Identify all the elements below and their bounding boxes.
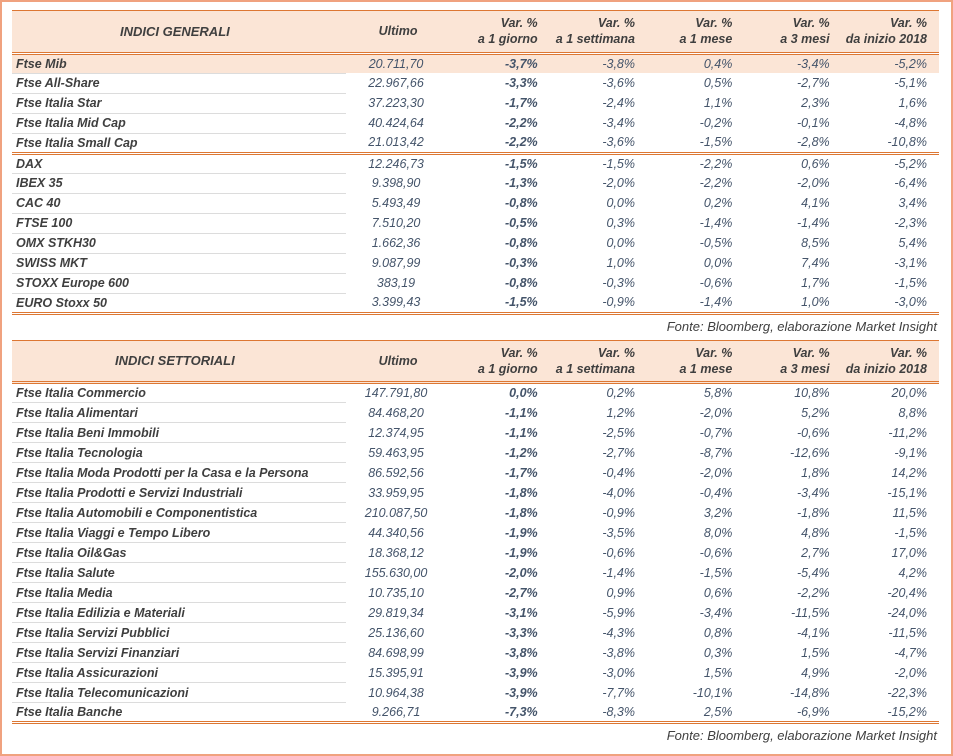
- col-header-line1: Var. %: [597, 16, 635, 30]
- ultimo-value: 86.592,56: [368, 465, 424, 480]
- var-value-1: -3,8%: [550, 53, 647, 73]
- col-header-line2: a 1 giorno: [477, 361, 538, 376]
- var-value-2: -0,6%: [699, 276, 733, 290]
- var-value-1: 0,3%: [606, 216, 635, 230]
- index-name: Ftse Italia Media: [12, 583, 346, 603]
- var-value-4: 1,6%: [898, 96, 927, 110]
- var-value-3: 1,7%: [801, 276, 830, 290]
- var-value-0: -1,9%: [505, 545, 538, 560]
- var-value-3: 4,1%: [801, 196, 830, 210]
- var-value-3: 0,6%: [744, 153, 841, 173]
- var-value-4: -9,1%: [894, 445, 927, 460]
- var-value-4: -5,2%: [842, 53, 939, 73]
- var-value-4: -1,5%: [894, 276, 927, 290]
- var-value-2: 0,2%: [703, 196, 733, 210]
- col-header-line2: da inizio 2018: [845, 361, 927, 376]
- var-value-1: -3,6%: [602, 135, 635, 150]
- index-name: Ftse Italia Tecnologia: [12, 443, 346, 463]
- var-value-4: 8,8%: [898, 405, 927, 420]
- var-value-4: -2,0%: [894, 665, 927, 680]
- table-row: [12, 643, 939, 663]
- index-name: Ftse Italia Servizi Finanziari: [12, 643, 346, 663]
- var-value-0: -1,2%: [505, 445, 538, 460]
- ultimo-value: 84.468,20: [368, 405, 424, 420]
- var-value-2: 0,6%: [703, 585, 733, 600]
- col-header-var-4: [842, 340, 939, 383]
- var-value-2: -8,7%: [699, 445, 733, 460]
- ultimo-value: 59.463,95: [368, 445, 424, 460]
- var-value-1: -0,6%: [602, 545, 635, 560]
- var-value-3: 1,8%: [801, 465, 830, 480]
- var-value-1: -5,9%: [602, 605, 635, 620]
- ultimo-value: 18.368,12: [368, 545, 424, 560]
- var-value-1: -3,4%: [602, 116, 635, 130]
- var-value-1: -0,3%: [602, 276, 635, 290]
- var-value-4: -4,7%: [894, 645, 927, 660]
- var-value-0: -0,3%: [505, 256, 538, 270]
- ultimo-value: 44.340,56: [368, 525, 424, 540]
- var-value-4: -22,3%: [887, 685, 927, 700]
- index-name: Ftse Italia Automobili e Componentistica: [12, 503, 346, 523]
- table-indici-generali: [12, 10, 939, 315]
- ultimo-value: 10.735,10: [368, 585, 424, 600]
- var-value-2: 0,4%: [647, 53, 744, 73]
- data-table: [12, 340, 939, 725]
- var-value-0: -1,7%: [505, 96, 538, 110]
- index-name: IBEX 35: [12, 173, 346, 193]
- var-value-2: 0,0%: [703, 256, 733, 270]
- ultimo-value: 210.087,50: [364, 505, 428, 520]
- var-value-0: -7,3%: [505, 704, 538, 719]
- var-value-1: -0,9%: [602, 505, 635, 520]
- var-value-2: 3,2%: [703, 505, 733, 520]
- var-value-3: -0,1%: [796, 116, 830, 130]
- source-note: Fonte: Bloomberg, elaborazione Market Insight: [666, 318, 937, 334]
- var-value-3: 4,8%: [801, 525, 830, 540]
- var-value-1: -3,5%: [602, 525, 635, 540]
- var-value-2: -0,6%: [699, 545, 733, 560]
- index-name: Ftse Italia Oil&Gas: [12, 543, 346, 563]
- var-value-2: -2,0%: [699, 405, 733, 420]
- table-title: INDICI GENERALI: [12, 11, 346, 54]
- var-value-4: 3,4%: [898, 196, 927, 210]
- table-row: [12, 523, 939, 543]
- source-note: Fonte: Bloomberg, elaborazione Market Insight: [666, 728, 937, 743]
- var-value-2: -1,5%: [699, 135, 733, 150]
- ultimo-value: 22.967,66: [368, 76, 424, 90]
- var-value-0: -1,3%: [505, 176, 538, 190]
- var-value-4: 20,0%: [891, 386, 927, 401]
- table-row: [12, 463, 939, 483]
- var-value-2: -3,4%: [699, 605, 733, 620]
- ultimo-value: 9.266,71: [371, 704, 421, 719]
- var-value-0: -1,7%: [505, 465, 538, 480]
- index-name: Ftse Italia Mid Cap: [12, 113, 346, 133]
- var-value-3: 5,2%: [801, 405, 830, 420]
- var-value-3: -2,2%: [796, 585, 830, 600]
- var-value-4: 17,0%: [891, 545, 927, 560]
- index-name: Ftse Italia Small Cap: [12, 133, 346, 153]
- var-value-0: -3,9%: [505, 685, 538, 700]
- col-header-line1: Var. %: [597, 345, 635, 360]
- index-name: FTSE 100: [12, 213, 346, 233]
- table-row: [12, 233, 939, 253]
- var-value-3: -2,8%: [796, 135, 830, 150]
- table-row: [12, 603, 939, 623]
- var-value-0: -3,7%: [452, 53, 549, 73]
- ultimo-value: 7.510,20: [371, 216, 421, 230]
- var-value-0: -2,0%: [505, 565, 538, 580]
- var-value-0: -1,5%: [452, 153, 549, 173]
- var-value-0: -0,5%: [505, 216, 538, 230]
- var-value-0: -1,8%: [505, 505, 538, 520]
- var-value-1: 0,0%: [606, 196, 635, 210]
- var-value-1: -1,5%: [550, 153, 647, 173]
- var-value-0: -3,8%: [505, 645, 538, 660]
- var-value-3: -14,8%: [790, 685, 830, 700]
- index-name: Ftse Italia Star: [12, 93, 346, 113]
- var-value-3: 8,5%: [801, 236, 830, 250]
- index-name: Ftse Mib: [12, 53, 346, 73]
- index-name: Ftse Italia Banche: [12, 703, 346, 723]
- table-head: [12, 340, 939, 383]
- var-value-1: 0,9%: [606, 585, 635, 600]
- var-value-3: -12,6%: [790, 445, 830, 460]
- index-name: Ftse Italia Viaggi e Tempo Libero: [12, 523, 346, 543]
- header-row: [12, 340, 939, 383]
- var-value-1: -0,4%: [602, 465, 635, 480]
- table-row: [12, 583, 939, 603]
- table-row: [12, 173, 939, 193]
- var-value-3: -1,8%: [796, 505, 830, 520]
- ultimo-value: 15.395,91: [368, 665, 424, 680]
- table-row: [12, 253, 939, 273]
- table-row: [12, 543, 939, 563]
- index-name: Ftse Italia Salute: [12, 563, 346, 583]
- index-name: Ftse Italia Edilizia e Materiali: [12, 603, 346, 623]
- var-value-4: 11,5%: [892, 505, 927, 520]
- var-value-3: 10,8%: [794, 386, 830, 401]
- col-header-line2: a 1 settimana: [555, 361, 635, 376]
- var-value-3: 4,9%: [801, 665, 830, 680]
- table-row: [12, 443, 939, 463]
- var-value-1: 0,2%: [606, 386, 635, 401]
- var-value-3: 1,5%: [801, 645, 830, 660]
- table-body: [12, 53, 939, 313]
- col-header-line2: a 3 mesi: [780, 32, 830, 47]
- ultimo-value: 40.424,64: [368, 116, 424, 130]
- table-row: [12, 703, 939, 723]
- col-header-var-1: [550, 11, 647, 54]
- col-header-line1: Var. %: [889, 345, 927, 360]
- var-value-3: -1,4%: [796, 216, 830, 230]
- table-row: [12, 153, 939, 173]
- ultimo-value: 9.398,90: [371, 176, 421, 190]
- col-header-line2: a 1 mese: [679, 361, 733, 376]
- var-value-4: -11,2%: [888, 425, 927, 440]
- index-name: Ftse Italia Prodotti e Servizi Industriali: [12, 483, 346, 503]
- index-name: OMX STKH30: [12, 233, 346, 253]
- index-name: Ftse Italia Beni Immobili: [12, 423, 346, 443]
- table-head: [12, 11, 939, 54]
- var-value-1: -2,4%: [602, 96, 635, 110]
- var-value-2: -0,2%: [699, 116, 733, 130]
- index-name: Ftse Italia Assicurazioni: [12, 663, 346, 683]
- var-value-3: -5,4%: [796, 565, 830, 580]
- table-row: [12, 73, 939, 93]
- var-value-3: 7,4%: [801, 256, 830, 270]
- table-row: [12, 423, 939, 443]
- col-header-ultimo: Ultimo: [346, 340, 453, 383]
- var-value-1: 0,0%: [606, 236, 635, 250]
- var-value-0: -1,1%: [505, 425, 538, 440]
- table-title: INDICI SETTORIALI: [12, 340, 346, 383]
- col-header-line1: Var. %: [695, 345, 733, 360]
- var-value-0: -1,1%: [505, 405, 538, 420]
- var-value-0: -3,3%: [505, 76, 538, 90]
- index-name: DAX: [12, 153, 346, 173]
- var-value-0: -3,3%: [505, 625, 538, 640]
- table-row: [12, 623, 939, 643]
- var-value-0: -2,2%: [505, 135, 538, 150]
- var-value-0: -1,8%: [505, 485, 538, 500]
- var-value-2: -0,4%: [699, 485, 733, 500]
- var-value-2: -2,2%: [699, 176, 733, 190]
- ultimo-value: 25.136,60: [368, 625, 424, 640]
- var-value-3: -4,1%: [796, 625, 830, 640]
- var-value-0: -1,5%: [505, 295, 538, 310]
- col-header-line1: Var. %: [889, 16, 927, 30]
- table-row: [12, 293, 939, 313]
- var-value-1: -1,4%: [602, 565, 635, 580]
- var-value-1: -0,9%: [602, 295, 635, 310]
- var-value-1: -3,0%: [602, 665, 635, 680]
- index-name: Ftse Italia Commercio: [12, 383, 346, 403]
- var-value-3: 1,0%: [801, 295, 830, 310]
- ultimo-value: 155.630,00: [364, 565, 428, 580]
- index-name: CAC 40: [12, 193, 346, 213]
- var-value-4: -15,2%: [887, 704, 927, 719]
- var-value-0: -2,7%: [505, 585, 538, 600]
- table-row: [12, 273, 939, 293]
- col-header-var-4: [842, 11, 939, 54]
- ultimo-value: 3.399,43: [371, 295, 421, 310]
- var-value-1: 1,2%: [606, 405, 635, 420]
- var-value-1: -2,7%: [602, 445, 635, 460]
- col-header-ultimo: Ultimo: [346, 11, 453, 54]
- table-row: [12, 683, 939, 703]
- var-value-0: -0,8%: [505, 276, 538, 290]
- col-header-var-0: [452, 340, 549, 383]
- var-value-0: -0,8%: [505, 236, 538, 250]
- var-value-2: 2,5%: [703, 704, 733, 719]
- col-header-line2: a 1 settimana: [555, 32, 635, 47]
- ultimo-value: 29.819,34: [368, 605, 424, 620]
- col-header-line1: Var. %: [695, 16, 733, 30]
- col-header-line1: Var. %: [792, 16, 830, 30]
- col-header-line2: a 3 mesi: [780, 361, 830, 376]
- col-header-var-3: [744, 340, 841, 383]
- var-value-2: -2,2%: [647, 153, 744, 173]
- table-body: [12, 383, 939, 723]
- index-name: EURO Stoxx 50: [12, 293, 346, 313]
- index-name: STOXX Europe 600: [12, 273, 346, 293]
- var-value-2: -1,5%: [699, 565, 733, 580]
- var-value-2: -10,1%: [692, 685, 733, 700]
- var-value-1: -4,0%: [602, 485, 635, 500]
- var-value-4: -3,1%: [894, 256, 927, 270]
- col-header-line2: a 1 giorno: [477, 32, 538, 47]
- col-header-line1: Var. %: [792, 345, 830, 360]
- index-name: Ftse Italia Moda Prodotti per la Casa e la Persona: [12, 463, 346, 483]
- var-value-4: -2,3%: [894, 216, 927, 230]
- var-value-3: 2,3%: [801, 96, 830, 110]
- var-value-1: -3,8%: [602, 645, 635, 660]
- var-value-1: 1,0%: [606, 256, 635, 270]
- table-row: [12, 193, 939, 213]
- var-value-4: 4,2%: [898, 565, 927, 580]
- var-value-0: -2,2%: [505, 116, 538, 130]
- col-header-var-2: [647, 11, 744, 54]
- var-value-2: -0,5%: [699, 236, 733, 250]
- ultimo-value: 147.791,80: [364, 386, 428, 401]
- col-header-line1: Var. %: [500, 345, 538, 360]
- ultimo-value: 37.223,30: [368, 96, 424, 110]
- var-value-1: -7,7%: [602, 685, 635, 700]
- var-value-1: -3,6%: [602, 76, 635, 90]
- var-value-3: -2,0%: [796, 176, 830, 190]
- table-row: [12, 403, 939, 423]
- ultimo-value: 10.964,38: [368, 685, 424, 700]
- var-value-4: -15,1%: [887, 485, 927, 500]
- header-row: [12, 11, 939, 54]
- ultimo-value: 12.374,95: [368, 425, 424, 440]
- var-value-0: 0,0%: [509, 386, 538, 401]
- col-header-var-3: [744, 11, 841, 54]
- table-row: [12, 133, 939, 153]
- var-value-3: -3,4%: [796, 485, 830, 500]
- var-value-1: -2,5%: [602, 425, 635, 440]
- var-value-4: -4,8%: [894, 116, 927, 130]
- var-value-2: 0,8%: [703, 625, 733, 640]
- var-value-1: -4,3%: [602, 625, 635, 640]
- table-row: [12, 563, 939, 583]
- var-value-3: -0,6%: [796, 425, 830, 440]
- ultimo-value: 1.662,36: [371, 236, 421, 250]
- var-value-0: -1,9%: [505, 525, 538, 540]
- ultimo-value: 84.698,99: [368, 645, 424, 660]
- ultimo-value: 12.246,73: [346, 153, 453, 173]
- var-value-3: 2,7%: [801, 545, 830, 560]
- var-value-4: -5,2%: [842, 153, 939, 173]
- ultimo-value: 383,19: [376, 276, 416, 290]
- var-value-2: -1,4%: [699, 295, 733, 310]
- var-value-4: -5,1%: [894, 76, 927, 90]
- var-value-2: -0,7%: [699, 425, 733, 440]
- var-value-2: -2,0%: [699, 465, 733, 480]
- ultimo-value: 20.711,70: [346, 53, 453, 73]
- var-value-4: -3,0%: [894, 295, 927, 310]
- var-value-2: 5,8%: [703, 386, 733, 401]
- index-name: Ftse Italia Alimentari: [12, 403, 346, 423]
- var-value-3: -3,4%: [744, 53, 841, 73]
- var-value-4: -1,5%: [894, 525, 927, 540]
- index-name: Ftse Italia Telecomunicazioni: [12, 683, 346, 703]
- var-value-4: -20,4%: [887, 585, 927, 600]
- var-value-2: 0,5%: [703, 76, 733, 90]
- var-value-2: 1,5%: [703, 665, 733, 680]
- var-value-1: -2,0%: [602, 176, 635, 190]
- ultimo-value: 9.087,99: [371, 256, 421, 270]
- col-header-line1: Var. %: [500, 16, 538, 30]
- var-value-0: -3,1%: [505, 605, 538, 620]
- var-value-3: -6,9%: [796, 704, 830, 719]
- col-header-var-1: [550, 340, 647, 383]
- var-value-2: 0,3%: [703, 645, 733, 660]
- var-value-4: -24,0%: [887, 605, 927, 620]
- table-row: [12, 483, 939, 503]
- var-value-2: 1,1%: [703, 96, 733, 110]
- table-row: [12, 93, 939, 113]
- table-row: [12, 383, 939, 403]
- table-row: [12, 503, 939, 523]
- table-indici-settoriali: [12, 340, 939, 725]
- index-name: Ftse Italia Servizi Pubblici: [12, 623, 346, 643]
- table-row: [12, 53, 939, 73]
- table-row: [12, 213, 939, 233]
- col-header-line2: da inizio 2018: [845, 32, 927, 47]
- col-header-line2: a 1 mese: [679, 32, 733, 47]
- var-value-4: 14,2%: [891, 465, 927, 480]
- col-header-var-0: [452, 11, 549, 54]
- var-value-4: 5,4%: [898, 236, 927, 250]
- table-row: [12, 663, 939, 683]
- var-value-1: -8,3%: [602, 704, 635, 719]
- var-value-2: 8,0%: [703, 525, 733, 540]
- index-name: SWISS MKT: [12, 253, 346, 273]
- var-value-4: -11,5%: [888, 625, 927, 640]
- var-value-3: -11,5%: [790, 605, 830, 620]
- var-value-3: -2,7%: [796, 76, 830, 90]
- index-name: Ftse All-Share: [12, 73, 346, 93]
- var-value-4: -10,8%: [887, 135, 927, 150]
- data-table: [12, 10, 939, 315]
- ultimo-value: 21.013,42: [368, 135, 424, 150]
- var-value-0: -3,9%: [505, 665, 538, 680]
- var-value-0: -0,8%: [505, 196, 538, 210]
- ultimo-value: 5.493,49: [371, 196, 421, 210]
- table-row: [12, 113, 939, 133]
- col-header-var-2: [647, 340, 744, 383]
- ultimo-value: 33.959,95: [368, 485, 424, 500]
- var-value-2: -1,4%: [699, 216, 733, 230]
- var-value-4: -6,4%: [894, 176, 927, 190]
